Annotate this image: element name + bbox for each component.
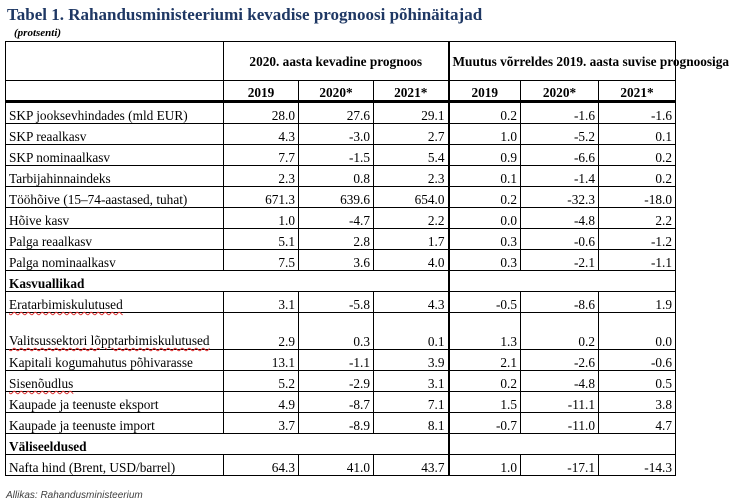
row-value: 2.8 [299, 229, 374, 250]
row-value: 0.3 [299, 313, 374, 350]
row-value: 1.3 [449, 313, 521, 350]
row-value: 1.9 [599, 292, 676, 313]
row-value: -0.6 [599, 350, 676, 371]
row-value: -4.8 [521, 371, 599, 392]
row-label [6, 392, 224, 413]
section-header: Väliseeldused [6, 434, 449, 455]
table-row [6, 229, 676, 250]
row-value: 1.0 [449, 455, 521, 476]
row-value: 4.3 [374, 292, 449, 313]
row-value: 5.2 [224, 371, 299, 392]
row-value: 2.1 [449, 350, 521, 371]
row-value: 1.0 [449, 124, 521, 145]
row-value: -1.5 [299, 145, 374, 166]
section-header-fill [449, 271, 676, 292]
table-row [6, 166, 676, 187]
row-value: -0.6 [521, 229, 599, 250]
row-value: -6.6 [521, 145, 599, 166]
row-value: 7.7 [224, 145, 299, 166]
row-value: 0.3 [449, 250, 521, 271]
row-value: -2.1 [521, 250, 599, 271]
row-value: 3.1 [224, 292, 299, 313]
row-value: 5.4 [374, 145, 449, 166]
row-value: 2.7 [374, 124, 449, 145]
row-value: 0.1 [599, 124, 676, 145]
table-row [6, 313, 676, 350]
row-value: 4.7 [599, 413, 676, 434]
row-value: 1.5 [449, 392, 521, 413]
row-value: -14.3 [599, 455, 676, 476]
row-value: 0.0 [449, 208, 521, 229]
col-header: 2021* [599, 81, 676, 102]
row-label-text: Palga reaalkasv [9, 234, 93, 249]
row-value: -11.0 [521, 413, 599, 434]
row-value: -11.1 [521, 392, 599, 413]
indicators-table [5, 41, 729, 476]
row-value: -8.6 [521, 292, 599, 313]
row-label-text: Kaupade ja teenuste import [9, 418, 155, 433]
row-value: 64.3 [224, 455, 299, 476]
row-label [6, 229, 224, 250]
table-row [6, 124, 676, 145]
row-value: -0.5 [449, 292, 521, 313]
row-value: 3.6 [299, 250, 374, 271]
row-label-text: Kaupade ja teenuste eksport [9, 397, 159, 412]
row-value: 5.1 [224, 229, 299, 250]
row-value: 8.1 [374, 413, 449, 434]
row-value: -1.6 [521, 102, 599, 124]
row-value: 0.1 [449, 166, 521, 187]
row-label [6, 292, 224, 313]
header-blank [6, 42, 224, 81]
row-value: 13.1 [224, 350, 299, 371]
row-label-text: Nafta hind (Brent, USD/barrel) [9, 460, 176, 475]
row-value: 4.0 [374, 250, 449, 271]
row-value: -1.2 [599, 229, 676, 250]
row-label [6, 313, 224, 350]
col-header: 2019 [224, 81, 299, 102]
row-value: 0.5 [599, 371, 676, 392]
table-subtitle: (protsenti) [14, 27, 62, 39]
row-value: 7.1 [374, 392, 449, 413]
row-value: -0.7 [449, 413, 521, 434]
row-value: -18.0 [599, 187, 676, 208]
col-header: 2021* [374, 81, 449, 102]
table-row [6, 455, 676, 476]
row-value: 27.6 [299, 102, 374, 124]
row-value: -8.7 [299, 392, 374, 413]
row-label-text: SKP reaalkasv [9, 129, 87, 144]
row-label [6, 208, 224, 229]
table-row [6, 350, 676, 371]
table-row [6, 250, 676, 271]
row-value: 7.5 [224, 250, 299, 271]
row-value: -1.6 [599, 102, 676, 124]
row-value: 0.8 [299, 166, 374, 187]
row-value: 1.0 [224, 208, 299, 229]
row-value: 2.2 [599, 208, 676, 229]
table-row [6, 208, 676, 229]
row-label [6, 187, 224, 208]
row-label [6, 350, 224, 371]
row-value: 41.0 [299, 455, 374, 476]
table-title: Tabel 1. Rahandusministeeriumi kevadise prognoosi põhinäitajad [7, 5, 483, 24]
header-group-spring-forecast: 2020. aasta kevadine prognoos [224, 42, 449, 81]
row-value: -2.9 [299, 371, 374, 392]
col-header: 2020* [521, 81, 599, 102]
row-label [6, 413, 224, 434]
row-value: 0.3 [449, 229, 521, 250]
header-group-change: Muutus võrreldes 2019. aasta suvise prognoosiga [449, 42, 676, 81]
header-blank [6, 81, 224, 102]
row-label [6, 250, 224, 271]
row-value: 2.9 [224, 313, 299, 350]
table-row [6, 371, 676, 392]
row-value: 3.9 [374, 350, 449, 371]
row-value: 0.2 [599, 145, 676, 166]
row-value: -5.2 [521, 124, 599, 145]
row-value: -3.0 [299, 124, 374, 145]
row-label-text: Palga nominaalkasv [9, 255, 116, 270]
row-value: 0.2 [449, 102, 521, 124]
row-label-text: Sisenõudlus [9, 376, 74, 391]
row-value: 29.1 [374, 102, 449, 124]
row-label [6, 145, 224, 166]
row-value: -1.1 [299, 350, 374, 371]
row-value: 654.0 [374, 187, 449, 208]
row-value: -4.8 [521, 208, 599, 229]
row-label-text: Tööhõive (15–74-aastased, tuhat) [9, 192, 188, 207]
row-value: 0.2 [521, 313, 599, 350]
source-note: Allikas: Rahandusministeerium [6, 490, 143, 501]
row-label-text: Tarbijahinnaindeks [9, 171, 111, 186]
row-value: 4.9 [224, 392, 299, 413]
section-header-fill [449, 434, 676, 455]
table-row [6, 413, 676, 434]
row-value: 3.1 [374, 371, 449, 392]
row-label-text: Eratarbimiskulutused [9, 297, 123, 312]
row-label [6, 371, 224, 392]
table-row [6, 102, 676, 124]
row-value: 3.8 [599, 392, 676, 413]
table-row [6, 187, 676, 208]
row-value: 2.2 [374, 208, 449, 229]
row-value: 639.6 [299, 187, 374, 208]
row-value: -2.6 [521, 350, 599, 371]
row-label-text: Hõive kasv [9, 213, 70, 228]
row-value: 1.7 [374, 229, 449, 250]
row-value: 0.2 [449, 371, 521, 392]
row-label [6, 455, 224, 476]
col-header: 2020* [299, 81, 374, 102]
table-row [6, 392, 676, 413]
row-label [6, 166, 224, 187]
section-header: Kasvuallikad [6, 271, 449, 292]
row-value: -17.1 [521, 455, 599, 476]
row-value: 28.0 [224, 102, 299, 124]
row-label-text: SKP nominaalkasv [9, 150, 111, 165]
row-value: 43.7 [374, 455, 449, 476]
row-value: 0.2 [449, 187, 521, 208]
table-row [6, 145, 676, 166]
row-value: -32.3 [521, 187, 599, 208]
row-value: 0.0 [599, 313, 676, 350]
row-value: -1.4 [521, 166, 599, 187]
col-header: 2019 [449, 81, 521, 102]
row-label [6, 102, 224, 124]
row-value: 0.9 [449, 145, 521, 166]
row-value: 4.3 [224, 124, 299, 145]
table-row [6, 292, 676, 313]
row-value: 2.3 [224, 166, 299, 187]
row-label-text: Kapitali kogumahutus põhivarasse [9, 355, 193, 370]
row-value: 3.7 [224, 413, 299, 434]
row-value: -1.1 [599, 250, 676, 271]
row-value: 0.2 [599, 166, 676, 187]
row-label-text: SKP jooksevhindades (mld EUR) [9, 108, 188, 123]
row-label-text: Valitsussektori lõpptarbimiskulutused [9, 333, 210, 348]
row-value: 0.1 [374, 313, 449, 350]
row-value: 2.3 [374, 166, 449, 187]
row-value: 671.3 [224, 187, 299, 208]
row-value: -8.9 [299, 413, 374, 434]
row-value: -5.8 [299, 292, 374, 313]
row-label [6, 124, 224, 145]
row-value: -4.7 [299, 208, 374, 229]
